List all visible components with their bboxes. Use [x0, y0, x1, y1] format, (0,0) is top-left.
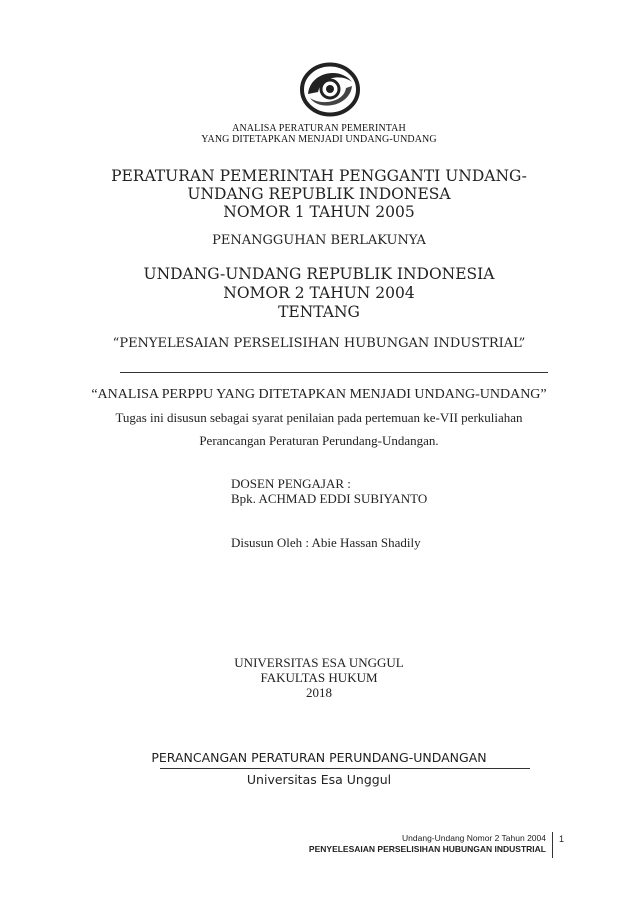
subtitle: PENANGGUHAN BERLAKUNYA [212, 233, 426, 248]
course-title: PERANCANGAN PERATURAN PERUNDANG-UNDANGAN [151, 750, 487, 765]
topic: “PENYELESAIAN PERSELISIHAN HUBUNGAN INDUSTRIAL” [112, 336, 526, 351]
page-footer-line-2: PENYELESAIAN PERSELISIHAN HUBUNGAN INDUSTRIAL [308, 844, 546, 854]
law-line-2: NOMOR 2 TAHUN 2004 [223, 284, 415, 302]
page-footer-line-1: Undang-Undang Nomor 2 Tahun 2004 [402, 833, 546, 843]
law-line-1: UNDANG-UNDANG REPUBLIK INDONESIA [143, 265, 495, 283]
footer-divider [160, 768, 530, 769]
university-name: UNIVERSITAS ESA UNGGUL [234, 655, 404, 670]
year: 2018 [306, 685, 332, 700]
footer-university: Universitas Esa Unggul [246, 772, 392, 787]
page-number: 1 [559, 834, 565, 844]
lecturer-label: DOSEN PENGAJAR : [231, 476, 351, 491]
title-line-3: NOMOR 1 TAHUN 2005 [223, 203, 415, 221]
header-line-1: ANALISA PERATURAN PEMERINTAH [232, 123, 406, 134]
title-line-2: UNDANG REPUBLIK INDONESA [187, 185, 451, 203]
header-line-2: YANG DITETAPKAN MENJADI UNDANG-UNDANG [201, 134, 437, 145]
university-logo-icon [300, 62, 360, 117]
faculty-name: FAKULTAS HUKUM [260, 670, 378, 685]
analysis-title: “ANALISA PERPPU YANG DITETAPKAN MENJADI UNDANG-UNDANG” [91, 387, 547, 402]
description-line-2: Perancangan Peraturan Perundang-Undangan. [199, 433, 439, 448]
page-footer [309, 833, 546, 855]
divider [120, 372, 548, 373]
description-line-1: Tugas ini disusun sebagai syarat penilaian pada pertemuan ke-VII perkuliahan [115, 410, 523, 425]
title-line-1: PERATURAN PEMERINTAH PENGGANTI UNDANG- [111, 167, 527, 185]
lecturer-name: Bpk. ACHMAD EDDI SUBIYANTO [231, 491, 428, 506]
law-line-3: TENTANG [278, 303, 360, 321]
page-number-divider [552, 832, 553, 858]
author: Disusun Oleh : Abie Hassan Shadily [231, 535, 421, 550]
